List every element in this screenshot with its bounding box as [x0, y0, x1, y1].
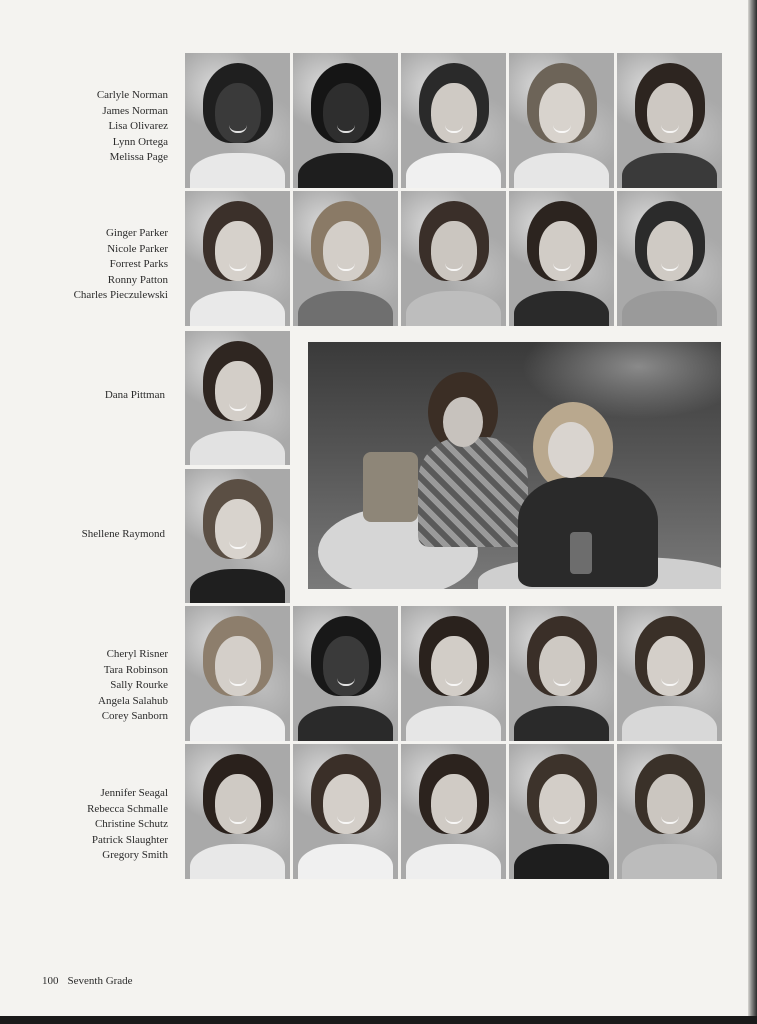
portrait-body [190, 291, 285, 326]
student-portrait [617, 53, 722, 188]
student-name: Lisa Olivarez [108, 120, 168, 132]
scan-edge [0, 1016, 757, 1024]
names-row5 [98, 647, 168, 725]
portrait-body [298, 291, 393, 326]
names-row4 [82, 527, 165, 543]
student-portrait [401, 744, 506, 879]
portrait-body [622, 291, 717, 326]
student-portrait [401, 191, 506, 326]
portrait-body [190, 569, 285, 603]
portrait-face [215, 774, 261, 834]
student-portrait [185, 744, 290, 879]
student-portrait [617, 606, 722, 741]
student-portrait [293, 744, 398, 879]
student-name: Tara Robinson [103, 663, 168, 676]
names-row1 [97, 88, 168, 166]
portrait-body [514, 844, 609, 879]
student-name: Jennifer Seagal [100, 787, 168, 799]
portrait-body [406, 844, 501, 879]
student-portrait [293, 191, 398, 326]
student-portrait [617, 744, 722, 879]
student-portrait [185, 331, 290, 465]
student-name: Charles Pieczulewski [73, 289, 168, 301]
student-name: Angela Salahub [98, 694, 168, 707]
portrait-body [514, 153, 609, 188]
portrait-face [323, 774, 369, 834]
section-title: Seventh Grade [67, 975, 133, 987]
portrait-face [539, 221, 585, 281]
names-row6 [87, 786, 168, 864]
student-portrait [509, 744, 614, 879]
student-name: Sally Rourke [110, 679, 168, 691]
portrait-face [215, 83, 261, 143]
portrait-face [323, 83, 369, 143]
portrait-body [298, 706, 393, 741]
page-footer [42, 975, 142, 987]
soda-can [570, 532, 592, 574]
portrait-face [539, 636, 585, 696]
girl-face [548, 422, 594, 478]
student-portrait [185, 469, 290, 603]
girl-face [443, 397, 483, 447]
student-name: Ronny Patton [107, 273, 168, 286]
portrait-face [647, 221, 693, 281]
names-row2 [74, 226, 168, 304]
portrait-body [622, 706, 717, 741]
student-portrait [401, 606, 506, 741]
portrait-body [190, 844, 285, 879]
student-name: Carlyle Norman [96, 89, 168, 101]
student-portrait [401, 53, 506, 188]
student-portrait [617, 191, 722, 326]
student-portrait [185, 53, 290, 188]
student-name: Ginger Parker [105, 227, 168, 239]
portrait-body [514, 291, 609, 326]
names-row3 [105, 388, 165, 404]
student-portrait [509, 53, 614, 188]
student-name: Shellene Raymond [81, 528, 165, 540]
girl-plaid-shirt [418, 437, 528, 547]
portrait-face [323, 636, 369, 696]
student-name: Christine Schutz [94, 818, 168, 830]
portrait-face [215, 499, 261, 559]
student-name: Lynn Ortega [112, 135, 168, 148]
student-name: Melissa Page [109, 151, 168, 163]
portrait-face [647, 636, 693, 696]
student-name: Gregory Smith [102, 849, 168, 861]
student-name: Corey Sanborn [101, 710, 168, 722]
student-name: Cheryl Risner [106, 648, 168, 660]
portrait-face [431, 83, 477, 143]
portrait-face [215, 361, 261, 421]
page-number: 100 [42, 975, 59, 987]
portrait-face [323, 221, 369, 281]
portrait-face [215, 221, 261, 281]
portrait-body [622, 844, 717, 879]
student-name: Nicole Parker [107, 242, 168, 255]
portrait-face [647, 774, 693, 834]
student-portrait [185, 191, 290, 326]
portrait-body [190, 153, 285, 188]
portrait-body [406, 153, 501, 188]
student-portrait [293, 606, 398, 741]
portrait-body [514, 706, 609, 741]
student-name: Rebecca Schmalle [87, 802, 168, 815]
portrait-face [431, 636, 477, 696]
student-portrait [293, 53, 398, 188]
student-portrait [509, 191, 614, 326]
portrait-face [539, 774, 585, 834]
candid-photo [308, 342, 721, 589]
student-portrait [185, 606, 290, 741]
portrait-body [406, 706, 501, 741]
portrait-body [298, 844, 393, 879]
portrait-face [431, 221, 477, 281]
student-name: Patrick Slaughter [91, 833, 168, 846]
student-name: Forrest Parks [109, 258, 168, 270]
lunch-bag [363, 452, 418, 522]
portrait-face [539, 83, 585, 143]
portrait-body [298, 153, 393, 188]
portrait-body [406, 291, 501, 326]
portrait-body [190, 431, 285, 465]
portrait-body [622, 153, 717, 188]
student-portrait [509, 606, 614, 741]
book-gutter [748, 0, 757, 1024]
portrait-body [190, 706, 285, 741]
portrait-face [431, 774, 477, 834]
student-name: Dana Pittman [104, 389, 165, 401]
portrait-face [215, 636, 261, 696]
portrait-face [647, 83, 693, 143]
student-name: James Norman [102, 104, 168, 117]
